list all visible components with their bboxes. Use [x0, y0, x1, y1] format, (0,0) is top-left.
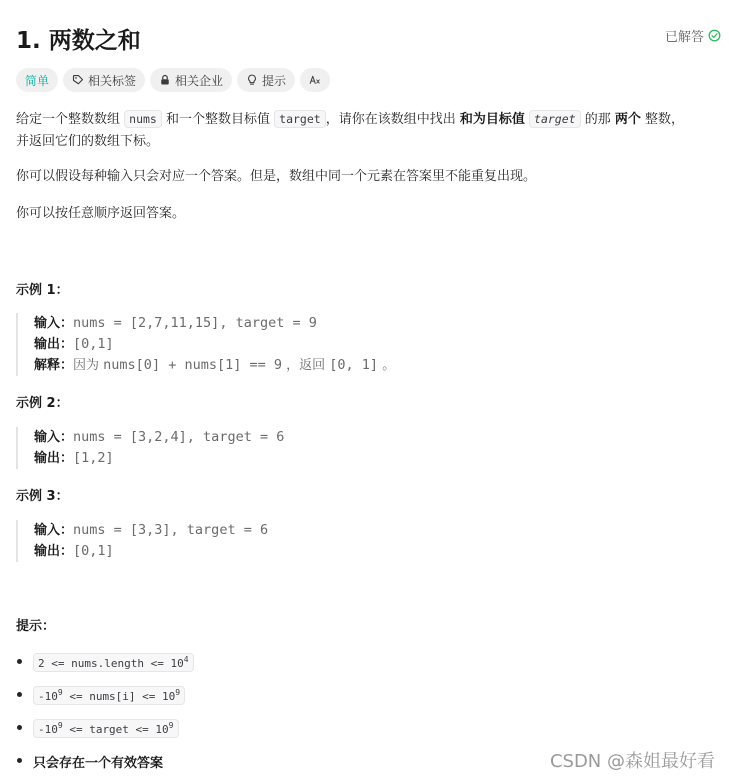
- desc-bold: 和为目标值: [459, 112, 525, 127]
- constraint-text: -10: [38, 723, 58, 736]
- related-topics-label: 相关标签: [88, 73, 137, 88]
- input-label: 输入：: [34, 523, 74, 538]
- lightbulb-icon: [246, 74, 258, 86]
- constraint-code: [33, 719, 179, 738]
- example-3-output: [34, 541, 268, 562]
- explanation-text: ，返回: [286, 358, 326, 373]
- translate-icon: [309, 74, 321, 86]
- example-2-title: 示例 2：: [16, 396, 69, 411]
- difficulty-label: 简单: [25, 73, 50, 88]
- constraint-item: [16, 745, 194, 778]
- related-companies-label: 相关企业: [175, 73, 224, 88]
- desc-text: 的那: [584, 112, 611, 127]
- tag-bar: [16, 68, 330, 92]
- example-3-block: [16, 520, 268, 562]
- constraint-text: <= target <= 10: [62, 723, 169, 736]
- input-label: 输入：: [34, 316, 74, 331]
- example-1-output: [34, 334, 395, 355]
- output-value: [1,2]: [73, 450, 114, 466]
- explanation-label: 解释：: [34, 358, 74, 373]
- input-label: 输入：: [34, 430, 74, 445]
- desc-paragraph-3: 你可以按任意顺序返回答案。: [16, 206, 186, 221]
- translate-tag[interactable]: [300, 68, 330, 92]
- constraint-exponent: 9: [175, 688, 181, 697]
- output-value: [0,1]: [73, 336, 114, 352]
- constraint-exponent: 9: [57, 688, 63, 697]
- explanation-text: 。: [382, 358, 396, 373]
- constraint-text: -10: [38, 690, 58, 703]
- example-2-block: [16, 427, 284, 469]
- hints-label: 提示: [262, 73, 287, 88]
- tag-icon: [72, 74, 84, 86]
- solved-status: [665, 26, 721, 45]
- desc-text: 整数，: [645, 112, 685, 127]
- code-target-italic: target: [529, 110, 581, 128]
- code-target: target: [274, 110, 326, 128]
- example-3-input: [34, 520, 268, 541]
- example-1-block: [16, 313, 395, 376]
- constraint-text: <= nums[i] <= 10: [62, 690, 176, 703]
- explanation-code: nums[0] + nums[1] == 9: [103, 357, 282, 373]
- example-2-input: [34, 427, 284, 448]
- output-label: 输出：: [34, 337, 74, 352]
- input-value: nums = [3,3], target = 6: [73, 522, 269, 538]
- desc-bold: 两个: [614, 112, 641, 127]
- example-1-title: 示例 1：: [16, 283, 69, 298]
- desc-text: 和一个整数目标值: [166, 112, 271, 127]
- example-1-input: [34, 313, 395, 334]
- watermark: CSDN @森姐最好看: [549, 751, 715, 772]
- desc-text: ，请你在该数组中找出: [325, 112, 456, 127]
- constraint-code: [33, 653, 194, 672]
- code-nums: nums: [124, 110, 162, 128]
- constraint-code: [33, 686, 185, 705]
- check-circle-icon: [708, 29, 721, 42]
- problem-title: 1. 两数之和: [16, 28, 141, 54]
- difficulty-tag[interactable]: [16, 68, 58, 92]
- constraint-item: [16, 679, 194, 712]
- constraint-item: [16, 712, 194, 745]
- desc-text: 并返回它们的数组下标。: [16, 134, 160, 149]
- desc-paragraph-2: 你可以假设每种输入只会对应一个答案。但是，数组中同一个元素在答案里不能重复出现。: [16, 169, 537, 184]
- problem-description: [16, 108, 716, 153]
- input-value: nums = [3,2,4], target = 6: [73, 429, 285, 445]
- example-1-explanation: [34, 355, 395, 376]
- constraint-item: [16, 646, 194, 679]
- lock-icon: [159, 74, 171, 86]
- constraints-title: 提示：: [16, 619, 56, 634]
- solved-status-label: 已解答: [664, 30, 704, 45]
- related-companies-tag[interactable]: [150, 68, 232, 92]
- output-label: 输出：: [34, 544, 74, 559]
- constraint-exponent: 4: [183, 655, 189, 664]
- example-2-output: [34, 448, 284, 469]
- constraints-list: [16, 646, 194, 778]
- hints-tag[interactable]: [237, 68, 295, 92]
- explanation-code: [0, 1]: [329, 357, 379, 373]
- input-value: nums = [2,7,11,15], target = 9: [73, 315, 317, 331]
- constraint-exponent: 9: [57, 721, 63, 730]
- desc-text: 给定一个整数数组: [16, 112, 121, 127]
- related-topics-tag[interactable]: [63, 68, 145, 92]
- constraint-text: 2 <= nums.length <= 10: [38, 657, 184, 670]
- example-3-title: 示例 3：: [16, 489, 69, 504]
- output-value: [0,1]: [73, 543, 114, 559]
- constraint-exponent: 9: [168, 721, 174, 730]
- output-label: 输出：: [34, 451, 74, 466]
- explanation-text: 因为: [73, 358, 100, 373]
- constraint-bold-text: 只会存在一个有效答案: [33, 756, 164, 771]
